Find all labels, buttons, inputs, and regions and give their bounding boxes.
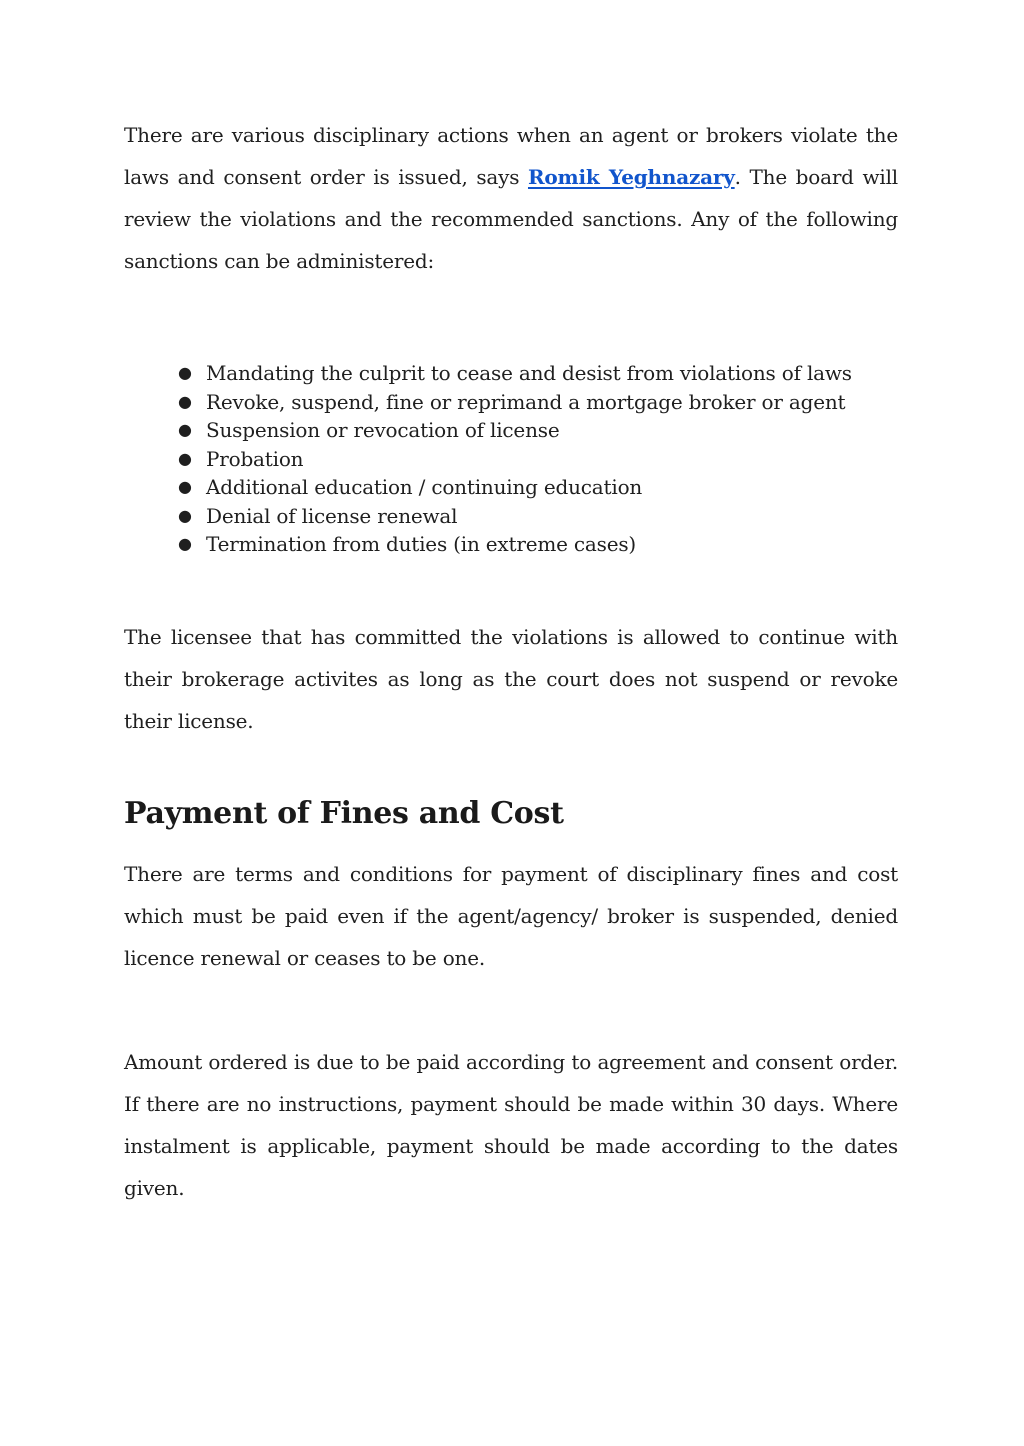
bullet-icon: ● [178,448,192,468]
intro-text-after-link: . The board will review the violations and the recommended sanctions. Any of the following sanctions can be administered: [124,165,898,273]
list-item [124,502,898,531]
list-item [124,416,898,445]
author-link[interactable]: Romik Yeghnazary [527,165,735,189]
list-item-text: Denial of license renewal [206,503,458,528]
fines-paragraph: There are terms and conditions for payment of disciplinary fines and cost which must be paid even if the agent/agency/ broker is suspended, denied licence renewal or ceases to be one. [124,861,898,970]
bullet-icon: ● [178,477,192,496]
intro-paragraph [124,114,898,282]
sanctions-list [124,359,898,559]
list-item-text: Mandating the culprit to cease and desist from violations of laws [206,361,852,385]
section-heading: Payment of Fines and Cost [124,795,564,831]
licensee-paragraph: The licensee that has committed the violations is allowed to continue with their brokerage activites as long as the court does not suspend or revoke their license. [124,624,898,733]
bullet-icon: ● [178,391,192,411]
list-item-text: Termination from duties (in extreme cases) [206,532,636,556]
list-item-text: Revoke, suspend, fine or reprimand a mortgage broker or agent [206,389,846,414]
bullet-icon: ● [178,505,192,525]
bullet-icon: ● [178,420,192,439]
list-item-text: Additional education / continuing education [206,475,643,499]
list-item-text: Suspension or revocation of license [206,418,560,442]
amount-paragraph: Amount ordered is due to be paid according to agreement and consent order. If there are no instructions, payment should be made within 30 days. Where instalment is applicable, payment should be made according to the dates given. [124,1049,898,1200]
list-item-text: Probation [206,446,304,471]
list-item [124,359,898,388]
list-item [124,388,898,417]
list-item [124,473,898,502]
bullet-icon: ● [178,363,192,382]
intro-text-before-link: There are various disciplinary actions when an agent or brokers violate the laws and consent order is issued, says [124,123,898,189]
list-item [124,530,898,559]
list-item [124,445,898,474]
document-page [124,114,898,1209]
bullet-icon: ● [178,534,192,553]
